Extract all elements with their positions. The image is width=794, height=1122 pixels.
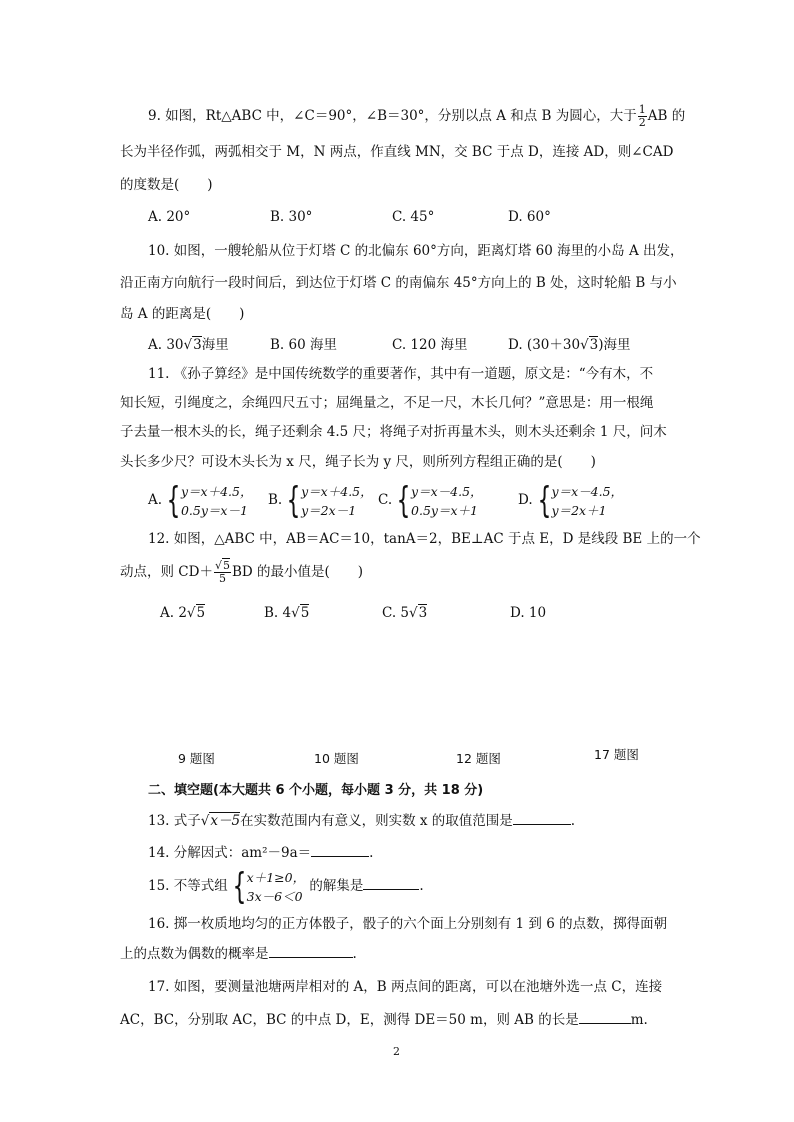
q10-paren-close: ) <box>239 306 245 322</box>
q15-eq2: 3x－6＜0 <box>246 888 303 904</box>
q9-line3 <box>120 174 213 196</box>
q10-opt-d-pre: D. (30＋30 <box>508 337 581 353</box>
q10-opt-a-rad: 3 <box>193 337 202 353</box>
q11-option-d: D. { y＝x－4.5， y＝2x＋1 <box>518 479 624 521</box>
q15-eq1: x＋1≥0， <box>246 869 306 885</box>
q12-opt-a-rad: 5 <box>196 605 206 621</box>
q12-fraction <box>214 560 231 585</box>
q13-line: 13. 式子√x－5在实数范围内有意义，则实数 x 的取值范围是 . <box>148 810 575 832</box>
q9-frac-num: 1 <box>638 103 646 116</box>
q12-opt-c-pre: C. 5 <box>382 605 410 621</box>
q17-end: m. <box>630 1012 648 1028</box>
q10-line3 <box>120 303 244 325</box>
q15-answer-blank[interactable] <box>363 875 419 890</box>
q10-opt-d-rad: 3 <box>589 337 599 353</box>
fig17-caption: 17 题图 <box>594 747 639 762</box>
q9-line1 <box>148 104 685 129</box>
fig12-caption: 12 题图 <box>456 751 501 766</box>
q15-post: 的解集是 <box>309 878 364 894</box>
q14-end: . <box>369 845 374 861</box>
q10-opt-d-post: )海里 <box>598 337 631 353</box>
q12-option-c: C. 5√3 <box>382 605 428 621</box>
q11-opt-a-eq2: 0.5y＝x－1 <box>180 502 248 518</box>
q16-answer-blank[interactable] <box>269 943 353 958</box>
q12-line1: 12. 如图，△ABC 中，AB＝AC＝10，tanA＝2，BE⊥AC 于点 E，D 是线段 BE 上的一个 <box>148 531 701 547</box>
q9-option-c: C. 45° <box>392 209 435 225</box>
q14-line <box>148 842 373 864</box>
q14-text: 14. 分解因式：am²－9a＝ <box>148 845 312 861</box>
q9-line1-text-end: AB 的 <box>647 108 686 124</box>
q12-paren-close: ) <box>357 564 364 580</box>
q11-option-c: C. { y＝x－4.5， 0.5y＝x＋1 <box>378 479 483 521</box>
q13-post: 在实数范围内有意义，则实数 x 的取值范围是 <box>240 813 513 829</box>
q10-option-d: D. (30＋30√3)海里 <box>508 337 631 353</box>
q15-end: . <box>419 878 424 894</box>
q13-pre: 13. 式子 <box>148 813 201 829</box>
q10-line2: 沿正南方向航行一段时间后，到达位于灯塔 C 的南偏东 45°方向上的 B 处，这时轮船 B 与小 <box>120 275 677 291</box>
q11-opt-c-eq2: 0.5y＝x＋1 <box>411 502 478 518</box>
q10-option-b: B. 60 海里 <box>270 337 337 353</box>
q11-line4 <box>120 451 596 473</box>
q16-line2 <box>120 943 357 965</box>
q17-line2-text: AC，BC，分别取 AC，BC 的中点 D，E，测得 DE＝50 m，则 AB 的长是 <box>120 1012 579 1028</box>
q9-line1-text: 9. 如图，Rt△ABC 中，∠C＝90°，∠B＝30°，分别以点 A 和点 B 为圆心，大于 <box>148 108 637 124</box>
q14-answer-blank[interactable] <box>311 842 369 857</box>
q10-line1: 10. 如图，一艘轮船从位于灯塔 C 的北偏东 60°方向，距离灯塔 60 海里的小岛 A 出发， <box>148 243 684 259</box>
q9-option-b: B. 30° <box>270 209 313 225</box>
section2-title: 二、填空题(本大题共 6 个小题，每小题 3 分，共 18 分) <box>148 783 484 798</box>
q10-opt-a-pre: A. 30 <box>148 337 184 353</box>
q9-line2: 长为半径作弧，两弧相交于 M，N 两点，作直线 MN，交 BC 于点 D，连接 AD，则∠CAD <box>120 144 674 160</box>
q12-line2-text-end: BD 的最小值是( <box>231 564 330 580</box>
q11-opt-c-eq1: y＝x－4.5， <box>411 483 483 499</box>
q12-line2-text: 动点，则 CD＋ <box>120 564 213 580</box>
q15-pre: 15. 不等式组 <box>148 878 228 894</box>
q9-option-a: A. 20° <box>148 209 191 225</box>
q12-option-d: D. 10 <box>510 605 547 621</box>
fig9-caption: 9 题图 <box>178 751 215 766</box>
q12-option-b: B. 4√5 <box>264 605 310 621</box>
q9-fraction <box>638 104 647 129</box>
figures-row <box>0 620 794 770</box>
q12-opt-c-rad: 3 <box>418 605 428 621</box>
q12-opt-b-rad: 5 <box>300 605 310 621</box>
q11-opt-a-label: A. <box>148 492 163 508</box>
q12-line2 <box>120 560 363 585</box>
q12-opt-b-pre: B. 4 <box>264 605 292 621</box>
q17-answer-blank[interactable] <box>579 1009 631 1024</box>
fig10-caption: 10 题图 <box>314 751 359 766</box>
q9-paren-close: ) <box>207 177 213 193</box>
page-number: 2 <box>393 1045 400 1058</box>
q16-line2-text: 上的点数为偶数的概率是 <box>120 946 269 962</box>
q9-line3-text: 的度数是( <box>120 177 180 193</box>
q11-opt-d-label: D. <box>518 492 533 508</box>
q12-frac-num-rad: 5 <box>222 559 230 572</box>
q16-end: . <box>352 946 357 962</box>
q11-opt-d-eq1: y＝x－4.5， <box>551 483 624 499</box>
q13-end: . <box>570 813 576 829</box>
q10-option-a: A. 30√3海里 <box>148 337 229 353</box>
q11-opt-b-label: B. <box>268 492 283 508</box>
q10-line3-text: 岛 A 的距离是( <box>120 306 212 322</box>
q17-line1: 17. 如图，要测量池塘两岸相对的 A，B 两点间的距离，可以在池塘外选一点 C，连接 <box>148 979 663 995</box>
q11-option-a: A. { y＝x＋4.5， 0.5y＝x－1 <box>148 479 253 521</box>
q12-opt-a-pre: A. 2 <box>160 605 187 621</box>
q12-option-a: A. 2√5 <box>160 605 206 621</box>
q13-rad: x－5 <box>210 813 241 829</box>
q12-frac-num: √5 <box>214 559 230 572</box>
q9-option-d: D. 60° <box>508 209 551 225</box>
q12-frac-den: 5 <box>218 572 226 585</box>
q10-opt-a-post: 海里 <box>201 337 229 353</box>
q15-line: 15. 不等式组 { x＋1≥0， 3x－6＜0 的解集是 . <box>148 865 424 907</box>
q11-line4-text: 头长多少尺？可设木头长为 x 尺，绳子长为 y 尺，则所列方程组正确的是( <box>120 454 563 470</box>
q17-line2 <box>120 1009 648 1031</box>
q9-frac-den: 2 <box>638 116 646 129</box>
q11-paren-close: ) <box>590 454 596 470</box>
q11-option-b: B. { y＝x＋4.5， y＝2x－1 <box>268 479 373 521</box>
q11-line3: 子去量一根木头的长，绳子还剩余 4.5 尺；将绳子对折再量木头，则木头还剩余 1 尺，问木 <box>120 424 667 440</box>
q11-opt-d-eq2: y＝2x＋1 <box>551 502 607 518</box>
q11-opt-a-eq1: y＝x＋4.5， <box>180 483 253 499</box>
q11-opt-c-label: C. <box>378 492 393 508</box>
q10-option-c: C. 120 海里 <box>392 337 468 353</box>
q13-answer-blank[interactable] <box>513 810 571 825</box>
q11-line1: 11. 《孙子算经》是中国传统数学的重要著作，其中有一道题，原文是：“今有木，不 <box>148 366 654 382</box>
q11-opt-b-eq2: y＝2x－1 <box>301 502 357 518</box>
q11-line2: 知长短，引绳度之，余绳四尺五寸；屈绳量之，不足一尺，木长几何？”意思是：用一根绳 <box>120 395 654 411</box>
q11-opt-b-eq1: y＝x＋4.5， <box>301 483 373 499</box>
q16-line1: 16. 掷一枚质地均匀的正方体骰子，骰子的六个面上分别刻有 1 到 6 的点数，掷得面朝 <box>148 916 668 932</box>
